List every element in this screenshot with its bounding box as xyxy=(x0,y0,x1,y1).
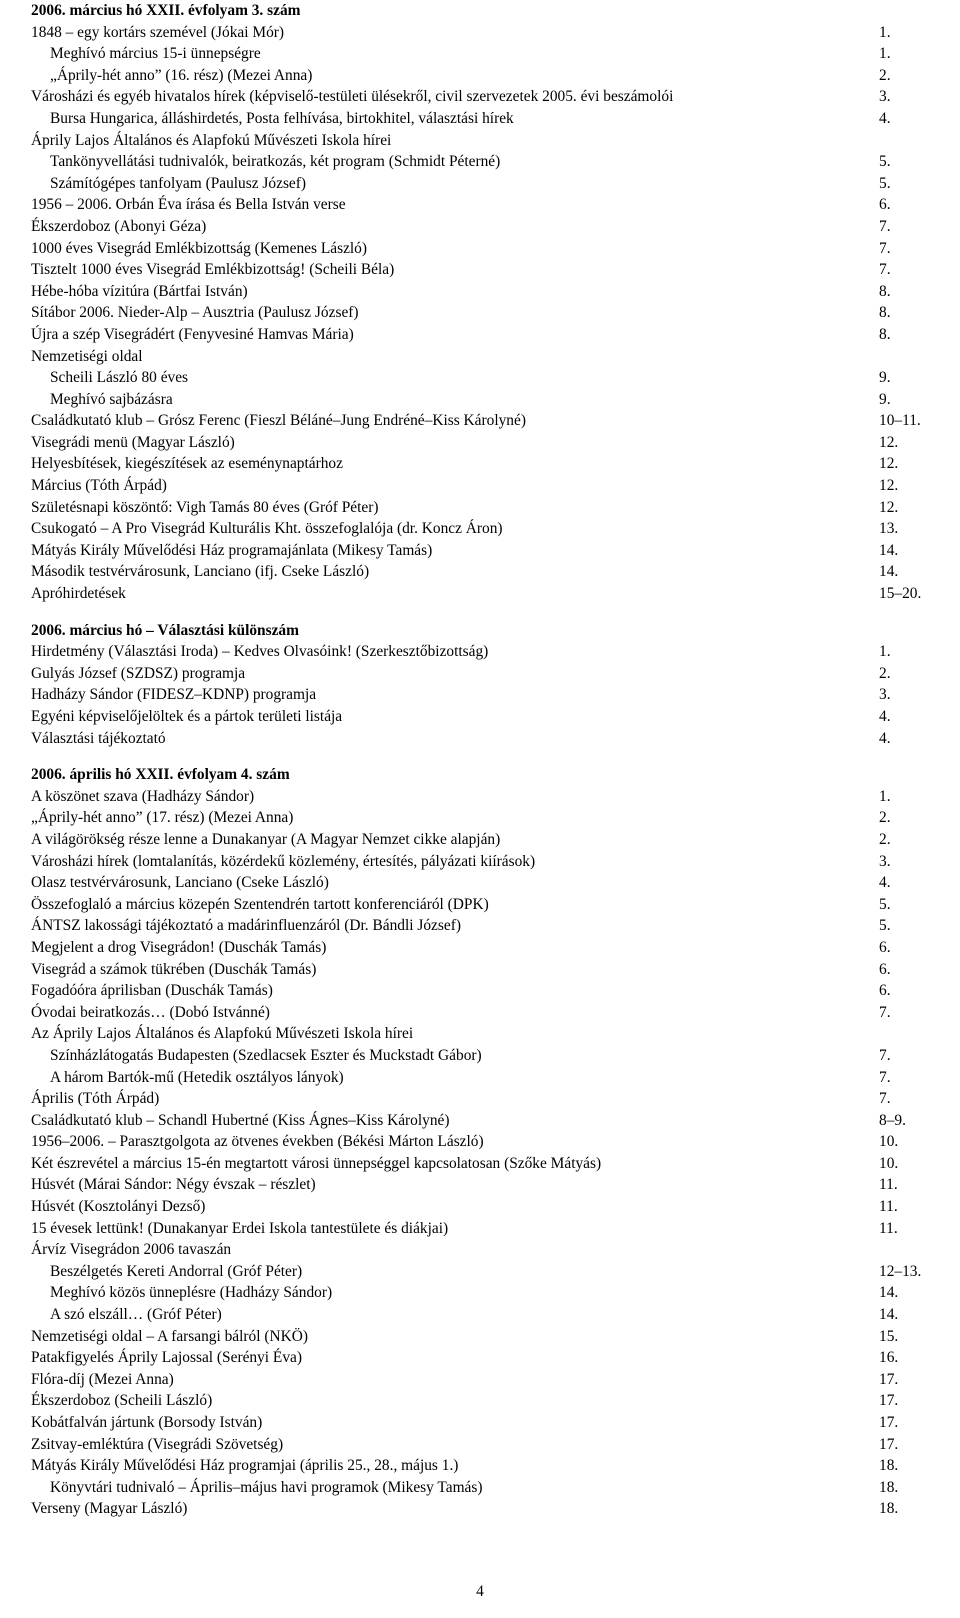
entry-page: 2. xyxy=(879,809,891,827)
entry-page: 4. xyxy=(879,874,891,892)
entry-page: 10–11. xyxy=(879,412,921,430)
entry-title: 1956 – 2006. Orbán Éva írása és Bella István verse xyxy=(31,196,346,214)
entry-title: A világörökség része lenne a Dunakanyar (A Magyar Nemzet cikke alapján) xyxy=(31,830,501,848)
entry-title: 1848 – egy kortárs szemével (Jókai Mór) xyxy=(31,23,285,41)
entry-page: 5. xyxy=(879,895,891,913)
entry-page: 8. xyxy=(879,304,891,322)
toc-entry xyxy=(31,1477,936,1499)
toc-entry xyxy=(31,453,936,475)
toc-entry xyxy=(31,894,936,916)
toc-entry xyxy=(31,346,936,368)
entry-title: Óvodai beiratkozás… (Dobó Istvánné) xyxy=(31,1003,270,1021)
entry-title: Nemzetiségi oldal – A farsangi bálról (NKÖ) xyxy=(31,1327,308,1345)
entry-title: 1000 éves Visegrád Emlékbizottság (Kemenes László) xyxy=(31,239,368,257)
entry-title: Megjelent a drog Visegrádon! (Duschák Tamás) xyxy=(31,938,327,956)
entry-title: A három Bartók-mű (Hetedik osztályos lányok) xyxy=(50,1068,344,1086)
toc-entry xyxy=(31,43,936,65)
entry-title: Meghívó közös ünneplésre (Hadházy Sándor) xyxy=(50,1284,333,1302)
entry-page: 17. xyxy=(879,1414,899,1431)
entry-title: „Áprily-hét anno” (16. rész) (Mezei Anna) xyxy=(50,66,313,84)
entry-title: Összefoglaló a március közepén Szentendrén tartott konferenciáról (DPK) xyxy=(31,895,489,913)
entry-page: 8. xyxy=(879,325,891,343)
entry-page: 16. xyxy=(879,1349,899,1367)
entry-page: 5. xyxy=(879,153,891,171)
entry-title: Választási tájékoztató xyxy=(31,729,166,747)
entry-page: 3. xyxy=(879,852,891,870)
entry-page: 10. xyxy=(879,1133,899,1151)
toc-entry xyxy=(31,1390,936,1412)
entry-title: Tisztelt 1000 éves Visegrád Emlékbizottság! (Scheili Béla) xyxy=(31,261,395,279)
issue-section xyxy=(31,0,936,605)
entry-title: 1956–2006. – Parasztgolgota az ötvenes években (Békési Márton László) xyxy=(31,1133,484,1151)
entry-page: 1. xyxy=(879,23,891,41)
entry-title: Beszélgetés Kereti Andorral (Gróf Péter) xyxy=(50,1262,303,1280)
toc-entry xyxy=(31,367,936,389)
entry-page: 4. xyxy=(879,109,891,127)
toc-entry xyxy=(31,151,936,173)
entry-page: 7. xyxy=(879,1068,891,1086)
toc-entry xyxy=(31,540,936,562)
entry-title: Scheili László 80 éves xyxy=(50,369,189,387)
toc-entry xyxy=(31,410,936,432)
toc-entry xyxy=(31,1347,936,1369)
toc-entry xyxy=(31,1239,936,1261)
entry-page: 18. xyxy=(879,1500,899,1518)
entry-page: 12–13. xyxy=(879,1262,922,1280)
entry-page: 1. xyxy=(879,787,891,805)
toc-entry xyxy=(31,1067,936,1089)
entry-page: 7. xyxy=(879,1090,891,1108)
entry-title: Fogadóóra áprilisban (Duschák Tamás) xyxy=(31,982,273,1000)
toc-entry xyxy=(31,238,936,260)
toc-entry xyxy=(31,1304,936,1326)
toc-entry xyxy=(31,786,936,808)
entry-title: Olasz testvérvárosunk, Lanciano (Cseke László) xyxy=(31,874,329,892)
entry-title: A köszönet szava (Hadházy Sándor) xyxy=(31,787,255,805)
toc-entry xyxy=(31,65,936,87)
entry-page: 6. xyxy=(879,982,891,1000)
entry-title: Helyesbítések, kiegészítések az eseménynaptárhoz xyxy=(31,455,343,473)
entry-title: Családkutató klub – Grósz Ferenc (Fieszl Béláné–Jung Endréné–Kiss Károlyné) xyxy=(31,412,526,430)
toc-entry xyxy=(31,1326,936,1348)
entry-page: 15. xyxy=(879,1327,899,1345)
entry-title: Visegrádi menü (Magyar László) xyxy=(31,433,235,451)
entry-page: 5. xyxy=(879,174,891,192)
toc-entry xyxy=(31,1261,936,1283)
toc-entry xyxy=(31,22,936,44)
entry-title: Hébe-hóba vízitúra (Bártfai István) xyxy=(31,282,248,300)
entry-page: 2. xyxy=(879,66,891,84)
entry-title: Patakfigyelés Áprily Lajossal (Serényi Éva) xyxy=(31,1349,302,1367)
toc-entry xyxy=(31,937,936,959)
entry-page: 17. xyxy=(879,1435,899,1453)
toc-entry xyxy=(31,1110,936,1132)
entry-title: Színházlátogatás Budapesten (Szedlacsek Eszter és Muckstadt Gábor) xyxy=(50,1046,482,1064)
entry-page: 11. xyxy=(879,1198,898,1216)
toc-entry xyxy=(31,1153,936,1175)
toc-entry xyxy=(31,980,936,1002)
entry-page: 7. xyxy=(879,1003,891,1021)
entry-page: 2. xyxy=(879,830,891,848)
toc-entry xyxy=(31,475,936,497)
toc-entry xyxy=(31,216,936,238)
toc-entry xyxy=(31,583,936,605)
entry-title: Április (Tóth Árpád) xyxy=(31,1090,160,1108)
entry-page: 5. xyxy=(879,917,891,935)
entry-page: 9. xyxy=(879,369,891,387)
toc-entry xyxy=(31,1045,936,1067)
toc-entry xyxy=(31,432,936,454)
toc-entry xyxy=(31,1196,936,1218)
toc-entry xyxy=(31,1218,936,1240)
issue-section xyxy=(31,764,936,1520)
entry-title: Gulyás József (SZDSZ) programja xyxy=(31,664,246,682)
toc-entry xyxy=(31,518,936,540)
entry-page: 7. xyxy=(879,1046,891,1064)
entry-title: Zsitvay-emléktúra (Visegrádi Szövetség) xyxy=(31,1435,284,1453)
toc-entry xyxy=(31,1434,936,1456)
entry-title: Családkutató klub – Schandl Hubertné (Kiss Ágnes–Kiss Károlyné) xyxy=(31,1111,450,1129)
entry-title: Bursa Hungarica, álláshirdetés, Posta felhívása, birtokhitel, választási hírek xyxy=(50,109,514,127)
entry-page: 6. xyxy=(879,938,891,956)
toc-entry xyxy=(31,259,936,281)
entry-title: Áprily Lajos Általános és Alapfokú Művészeti Iskola hírei xyxy=(31,131,392,149)
entry-page: 4. xyxy=(879,729,891,747)
entry-title: Két észrevétel a március 15-én megtartott városi ünnepséggel kapcsolatosan (Szőke Mátyás) xyxy=(31,1154,602,1172)
entry-page: 2. xyxy=(879,664,891,682)
toc-entry xyxy=(31,829,936,851)
toc-entry xyxy=(31,872,936,894)
entry-title: Városházi hírek (lomtalanítás, közérdekű közlemény, értesítés, pályázati kiírások) xyxy=(31,852,536,870)
entry-title: Apróhirdetések xyxy=(31,585,126,603)
entry-page: 11. xyxy=(879,1219,898,1237)
toc-entry xyxy=(31,281,936,303)
entry-title: ÁNTSZ lakossági tájékoztató a madárinfluenzáról (Dr. Bándli József) xyxy=(31,917,461,935)
toc-entry xyxy=(31,1369,936,1391)
entry-title: Március (Tóth Árpád) xyxy=(31,477,167,495)
entry-page: 12. xyxy=(879,498,899,516)
issue-heading: 2006. március hó – Választási különszám xyxy=(31,621,299,639)
entry-page: 7. xyxy=(879,239,891,257)
toc-entry xyxy=(31,108,936,130)
entry-title: Sítábor 2006. Nieder-Alp – Ausztria (Paulusz József) xyxy=(31,304,359,322)
entry-page: 14. xyxy=(879,1306,899,1324)
entry-title: Ékszerdoboz (Scheili László) xyxy=(31,1392,213,1410)
entry-title: Hirdetmény (Választási Iroda) – Kedves Olvasóink! (Szerkesztőbizottság) xyxy=(31,643,489,661)
entry-title: Városházi és egyéb hivatalos hírek (képviselő-testületi ülésekről, civil szervezetek 2005. évi beszámolói xyxy=(31,88,674,106)
entry-page: 8–9. xyxy=(879,1111,906,1129)
toc-entry xyxy=(31,1412,936,1434)
entry-title: Meghívó sajbázásra xyxy=(50,390,173,408)
toc-entry xyxy=(31,663,936,685)
entry-page: 14. xyxy=(879,563,899,581)
entry-title: Számítógépes tanfolyam (Paulusz József) xyxy=(50,174,307,192)
entry-title: Könyvtári tudnivaló – Április–május havi programok (Mikesy Tamás) xyxy=(50,1478,483,1496)
entry-title: Árvíz Visegrádon 2006 tavaszán xyxy=(31,1241,232,1259)
entry-title: Ékszerdoboz (Abonyi Géza) xyxy=(31,217,207,235)
toc-entry xyxy=(31,173,936,195)
toc-entry xyxy=(31,728,936,750)
entry-page: 1. xyxy=(879,643,891,661)
entry-page: 13. xyxy=(879,520,899,538)
entry-page: 12. xyxy=(879,455,899,473)
toc-entry xyxy=(31,130,936,152)
entry-title: Visegrád a számok tükrében (Duschák Tamás) xyxy=(31,960,317,978)
entry-page: 12. xyxy=(879,477,899,495)
toc-entry xyxy=(31,959,936,981)
entry-title: Verseny (Magyar László) xyxy=(31,1500,188,1518)
entry-title: Húsvét (Márai Sándor: Négy évszak – részlet) xyxy=(31,1176,316,1194)
entry-title: Húsvét (Kosztolányi Dezső) xyxy=(31,1198,206,1216)
entry-title: Az Áprily Lajos Általános és Alapfokú Művészeti Iskola hírei xyxy=(31,1025,414,1043)
issue-section xyxy=(31,620,936,750)
entry-title: Újra a szép Visegrádért (Fenyvesiné Hamvas Mária) xyxy=(31,325,354,343)
entry-page: 14. xyxy=(879,541,899,559)
entry-page: 3. xyxy=(879,686,891,704)
entry-title: Hadházy Sándor (FIDESZ–KDNP) programja xyxy=(31,686,317,704)
toc-entry xyxy=(31,915,936,937)
entry-page: 14. xyxy=(879,1284,899,1302)
entry-page: 4. xyxy=(879,708,891,725)
entry-page: 7. xyxy=(879,217,891,235)
entry-title: Flóra-díj (Mezei Anna) xyxy=(31,1370,174,1388)
toc-entry xyxy=(31,1023,936,1045)
entry-title: Mátyás Király Művelődési Ház programajánlata (Mikesy Tamás) xyxy=(31,541,433,559)
toc-entry xyxy=(31,807,936,829)
entry-page: 15–20. xyxy=(879,585,922,603)
entry-page: 6. xyxy=(879,196,891,214)
entry-title: Mátyás Király Művelődési Ház programjai (április 25., 28., május 1.) xyxy=(31,1457,459,1475)
toc-entry xyxy=(31,389,936,411)
entry-title: Meghívó március 15-i ünnepségre xyxy=(50,45,261,63)
entry-page: 1. xyxy=(879,45,891,63)
toc-entry xyxy=(31,1282,936,1304)
entry-title: Születésnapi köszöntő: Vigh Tamás 80 éves (Gróf Péter) xyxy=(31,498,379,516)
toc-entry xyxy=(31,324,936,346)
toc-entry xyxy=(31,706,936,728)
table-of-contents xyxy=(31,0,936,1520)
entry-page: 3. xyxy=(879,88,891,106)
entry-title: Egyéni képviselőjelöltek és a pártok területi listája xyxy=(31,708,343,725)
entry-title: „Áprily-hét anno” (17. rész) (Mezei Anna) xyxy=(31,809,294,827)
issue-heading: 2006. március hó XXII. évfolyam 3. szám xyxy=(31,2,301,19)
entry-page: 17. xyxy=(879,1370,899,1388)
toc-entry xyxy=(31,497,936,519)
issue-heading: 2006. április hó XXII. évfolyam 4. szám xyxy=(31,766,290,784)
toc-entry xyxy=(31,1131,936,1153)
toc-entry xyxy=(31,1455,936,1477)
toc-entry xyxy=(31,1498,936,1520)
entry-title: Tankönyvellátási tudnivalók, beiratkozás, két program (Schmidt Péterné) xyxy=(50,153,501,171)
entry-page: 6. xyxy=(879,960,891,978)
entry-page: 9. xyxy=(879,390,891,408)
toc-entry xyxy=(31,641,936,663)
entry-page: 18. xyxy=(879,1478,899,1496)
entry-title: A szó elszáll… (Gróf Péter) xyxy=(50,1306,222,1324)
entry-page: 12. xyxy=(879,433,899,451)
entry-page: 18. xyxy=(879,1457,899,1475)
toc-entry xyxy=(31,302,936,324)
toc-entry xyxy=(31,1174,936,1196)
entry-page: 7. xyxy=(879,261,891,279)
toc-entry xyxy=(31,1002,936,1024)
entry-title: Csukogató – A Pro Visegrád Kulturális Kht. összefoglalója (dr. Koncz Áron) xyxy=(31,520,503,538)
page-number: 4 xyxy=(476,1583,484,1600)
entry-title: 15 évesek lettünk! (Dunakanyar Erdei Iskola tantestülete és diákjai) xyxy=(31,1219,449,1237)
entry-page: 17. xyxy=(879,1392,899,1410)
entry-page: 11. xyxy=(879,1176,898,1194)
toc-entry xyxy=(31,86,936,108)
entry-page: 8. xyxy=(879,282,891,300)
toc-entry xyxy=(31,1088,936,1110)
toc-entry xyxy=(31,851,936,873)
entry-page: 10. xyxy=(879,1154,899,1172)
toc-entry xyxy=(31,194,936,216)
entry-title: Nemzetiségi oldal xyxy=(31,347,143,365)
toc-entry xyxy=(31,561,936,583)
entry-title: Kobátfalván jártunk (Borsody István) xyxy=(31,1414,263,1431)
entry-title: Második testvérvárosunk, Lanciano (ifj. Cseke László) xyxy=(31,563,370,581)
toc-entry xyxy=(31,684,936,706)
